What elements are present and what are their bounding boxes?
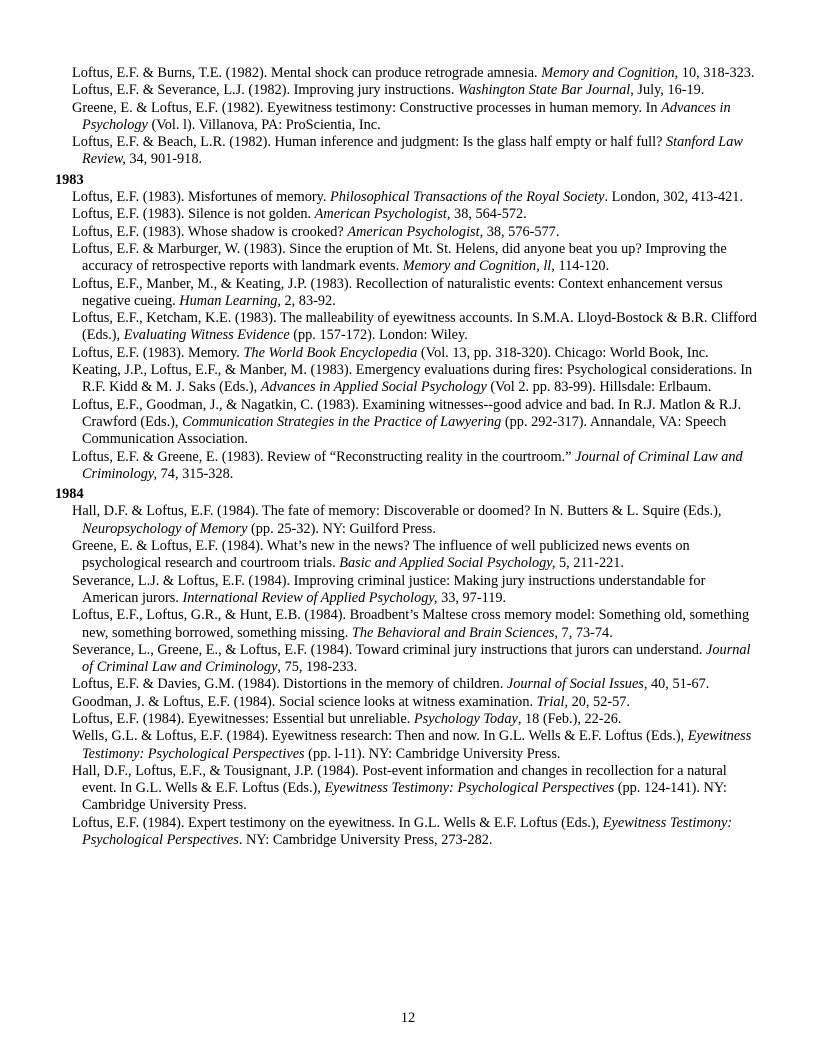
reference-entry xyxy=(55,310,760,345)
reference-text: 34, 901-918. xyxy=(125,151,203,168)
reference-source-title: Journal of Criminal Law and Criminology xyxy=(82,641,751,676)
reference-text: 38, 564-572. xyxy=(450,206,527,223)
reference-text: 5, 211-221. xyxy=(555,555,624,572)
reference-source-title: International Review of Applied Psychology, xyxy=(182,589,438,606)
reference-source-title: Eyewitness Testimony: Psychological Perspectives xyxy=(82,728,752,762)
reference-text: Loftus, E.F. (1984). Expert testimony on the eyewitness. In G.L. Wells & E.F. Loftus (Eds.), xyxy=(72,814,603,831)
reference-text: Loftus, E.F. (1983). Silence is not golden. xyxy=(72,206,315,223)
reference-source-title: Journal of Criminal Law and Criminology, xyxy=(82,448,743,482)
reference-text: 40, 51-67. xyxy=(647,676,710,693)
reference-entry xyxy=(55,607,760,642)
reference-entry xyxy=(55,189,760,206)
reference-source-title: Neuropsychology of Memory xyxy=(82,520,248,537)
reference-text: Loftus, E.F. (1983). Whose shadow is crooked? xyxy=(72,223,348,240)
reference-text: 20, 52-57. xyxy=(568,693,630,710)
reference-text: 7, 73-74. xyxy=(557,624,613,641)
reference-source-title: Philosophical Transactions of the Royal Society xyxy=(330,189,605,206)
reference-text: Severance, L., Greene, E., & Loftus, E.F. (1984). Toward criminal jury instructions that jurors can understand. xyxy=(72,641,707,658)
reference-entry xyxy=(55,276,760,311)
reference-text: Loftus, E.F. & Severance, L.J. (1982). Improving jury instructions. xyxy=(72,82,459,99)
reference-entry xyxy=(55,362,760,397)
reference-text: 74, 315-328. xyxy=(157,465,234,482)
reference-text: Loftus, E.F. & Greene, E. (1983). Review of “Reconstructing reality in the courtroom.” xyxy=(72,448,576,465)
reference-text: (Vol. l). Villanova, PA: ProScientia, Inc. xyxy=(147,116,381,133)
reference-entry xyxy=(55,345,760,362)
reference-text: , 18 (Feb.), 22-26. xyxy=(517,710,622,727)
reference-entry xyxy=(55,573,760,608)
reference-text: Greene, E. & Loftus, E.F. (1984). What’s new in the news? The influence of well publicized news events on psychological research and courtroom trials. xyxy=(72,538,690,572)
reference-entry xyxy=(55,134,760,169)
reference-text: Wells, G.L. & Loftus, E.F. (1984). Eyewitness research: Then and now. In G.L. Wells & E.F. Loftus (Eds.), xyxy=(72,728,688,745)
reference-entry xyxy=(55,503,760,538)
reference-text: Greene, E. & Loftus, E.F. (1982). Eyewitness testimony: Constructive processes in human memory. In xyxy=(72,99,662,116)
reference-text: Loftus, E.F., Goodman, J., & Nagatkin, C. (1983). Examining witnesses--good advice and bad. In R.J. Matlon & R.J. Crawford (Eds.), xyxy=(72,396,742,430)
reference-text: Loftus, E.F., Manber, M., & Keating, J.P. (1983). Recollection of naturalistic events: Context enhancement versus negative cueing. xyxy=(72,275,723,309)
reference-source-title: The World Book Encyclopedia xyxy=(243,344,418,361)
reference-text: Loftus, E.F. & Burns, T.E. (1982). Mental shock can produce retrograde amnesia. xyxy=(72,65,542,81)
reference-text: Loftus, E.F., Loftus, G.R., & Hunt, E.B. (1984). Broadbent’s Maltese cross memory model: Something old, something new, something borrowed, something missing. xyxy=(72,607,750,641)
reference-entry xyxy=(55,224,760,241)
reference-text: 33, 97-119. xyxy=(437,589,507,606)
reference-source-title: Eyewitness Testimony: Psychological Perspectives xyxy=(82,814,733,849)
reference-entry xyxy=(55,815,760,850)
reference-entry xyxy=(55,241,760,276)
reference-source-title: Journal of Social Issues, xyxy=(506,676,648,693)
reference-source-title: Memory and Cognition, ll xyxy=(402,258,552,275)
reference-source-title: American Psychologist, xyxy=(314,206,451,223)
bibliography-list xyxy=(55,65,760,849)
reference-source-title: Advances in Psychology xyxy=(82,99,731,133)
reference-text: Goodman, J. & Loftus, E.F. (1984). Social science looks at witness examination. xyxy=(72,693,537,710)
reference-source-title: Trial, xyxy=(536,693,569,710)
year-heading: 1983 xyxy=(55,171,84,188)
reference-text: Keating, J.P., Loftus, E.F., & Manber, M. (1983). Emergency evaluations during fires: Psychological considerations. In R.F. Kidd & M. J. Saks (Eds.), xyxy=(72,362,753,396)
reference-source-title: Advances in Applied Social Psychology xyxy=(260,379,487,396)
reference-entry xyxy=(55,100,760,135)
reference-source-title: Communication Strategies in the Practice of Lawyering xyxy=(182,413,502,430)
reference-text: , 10, 318-323. xyxy=(674,65,755,81)
reference-entry xyxy=(55,206,760,223)
reference-text: (Vol. 13, pp. 318-320). Chicago: World Book, Inc. xyxy=(417,344,709,361)
reference-text: (pp. 124-141). NY: Cambridge University Press. xyxy=(82,780,727,814)
year-heading: 1984 xyxy=(55,486,84,503)
page-number: 12 xyxy=(400,1010,416,1026)
reference-text: , 75, 198-233. xyxy=(277,659,358,676)
reference-text: , 114-120. xyxy=(551,258,610,275)
reference-text: (pp. 292-317). Annandale, VA: Speech Communication Association. xyxy=(82,413,727,448)
reference-text: (pp. 25-32). NY: Guilford Press. xyxy=(247,520,436,537)
reference-entry xyxy=(55,694,760,711)
reference-entry xyxy=(55,82,760,99)
reference-source-title: American Psychologist, xyxy=(347,223,484,240)
reference-entry xyxy=(55,449,760,484)
reference-text: Loftus, E.F. (1984). Eyewitnesses: Essential but unreliable. xyxy=(72,710,414,727)
reference-entry xyxy=(55,728,760,763)
reference-entry xyxy=(55,538,760,573)
reference-entry xyxy=(55,397,760,449)
reference-text: Loftus, E.F. (1983). Misfortunes of memory. xyxy=(72,189,331,206)
reference-source-title: Washington State Bar Journal xyxy=(458,82,631,99)
reference-text: Loftus, E.F. & Davies, G.M. (1984). Distortions in the memory of children. xyxy=(72,676,507,693)
reference-source-title: Psychology Today xyxy=(413,710,518,727)
reference-entry xyxy=(55,763,760,815)
reference-text: , July, 16-19. xyxy=(630,82,705,99)
reference-text: 38, 576-577. xyxy=(483,223,560,240)
reference-entry xyxy=(55,676,760,693)
reference-text: Loftus, E.F. (1983). Memory. xyxy=(72,344,244,361)
reference-text: Hall, D.F., Loftus, E.F., & Tousignant, J.P. (1984). Post-event information and changes in recollection for a natural event. In G.L. Wells & E.F. Loftus (Eds.), xyxy=(72,762,727,797)
reference-source-title: Stanford Law Review, xyxy=(82,134,743,168)
reference-text: Loftus, E.F. & Beach, L.R. (1982). Human inference and judgment: Is the glass half empty or half full? xyxy=(72,134,667,151)
reference-text: (Vol 2. pp. 83-99). Hillsdale: Erlbaum. xyxy=(486,379,712,396)
reference-text: Severance, L.J. & Loftus, E.F. (1984). Improving criminal justice: Making jury instructions understandable for American jurors. xyxy=(72,572,706,606)
reference-source-title: The Behavioral and Brain Sciences, xyxy=(351,624,558,641)
reference-entry xyxy=(55,711,760,728)
reference-text: Loftus, E.F. & Marburger, W. (1983). Since the eruption of Mt. St. Helens, did anyone beat you up? Improving the accuracy of retrospective reports with landmark events. xyxy=(72,240,727,275)
reference-source-title: Eyewitness Testimony: Psychological Perspectives xyxy=(324,780,615,797)
reference-text: (pp. 157-172). London: Wiley. xyxy=(289,327,468,344)
reference-text: (pp. l-11). NY: Cambridge University Press. xyxy=(304,745,561,762)
reference-text: 2, 83-92. xyxy=(280,292,336,309)
reference-entry xyxy=(55,642,760,677)
reference-text: Loftus, E.F., Ketcham, K.E. (1983). The malleability of eyewitness accounts. In S.M.A. Lloyd-Bostock & B.R. Clifford (Eds.), xyxy=(72,310,757,344)
reference-source-title: Human Learning, xyxy=(179,292,281,309)
reference-text: Hall, D.F. & Loftus, E.F. (1984). The fate of memory: Discoverable or doomed? In N. Butters & L. Squire (Eds.), xyxy=(72,503,722,520)
reference-source-title: Memory and Cognition xyxy=(541,65,675,81)
reference-entry xyxy=(55,65,760,82)
reference-source-title: Basic and Applied Social Psychology, xyxy=(339,555,556,572)
reference-text: . NY: Cambridge University Press, 273-282. xyxy=(238,832,493,849)
reference-text: . London, 302, 413-421. xyxy=(604,189,744,206)
reference-source-title: Evaluating Witness Evidence xyxy=(123,327,290,344)
